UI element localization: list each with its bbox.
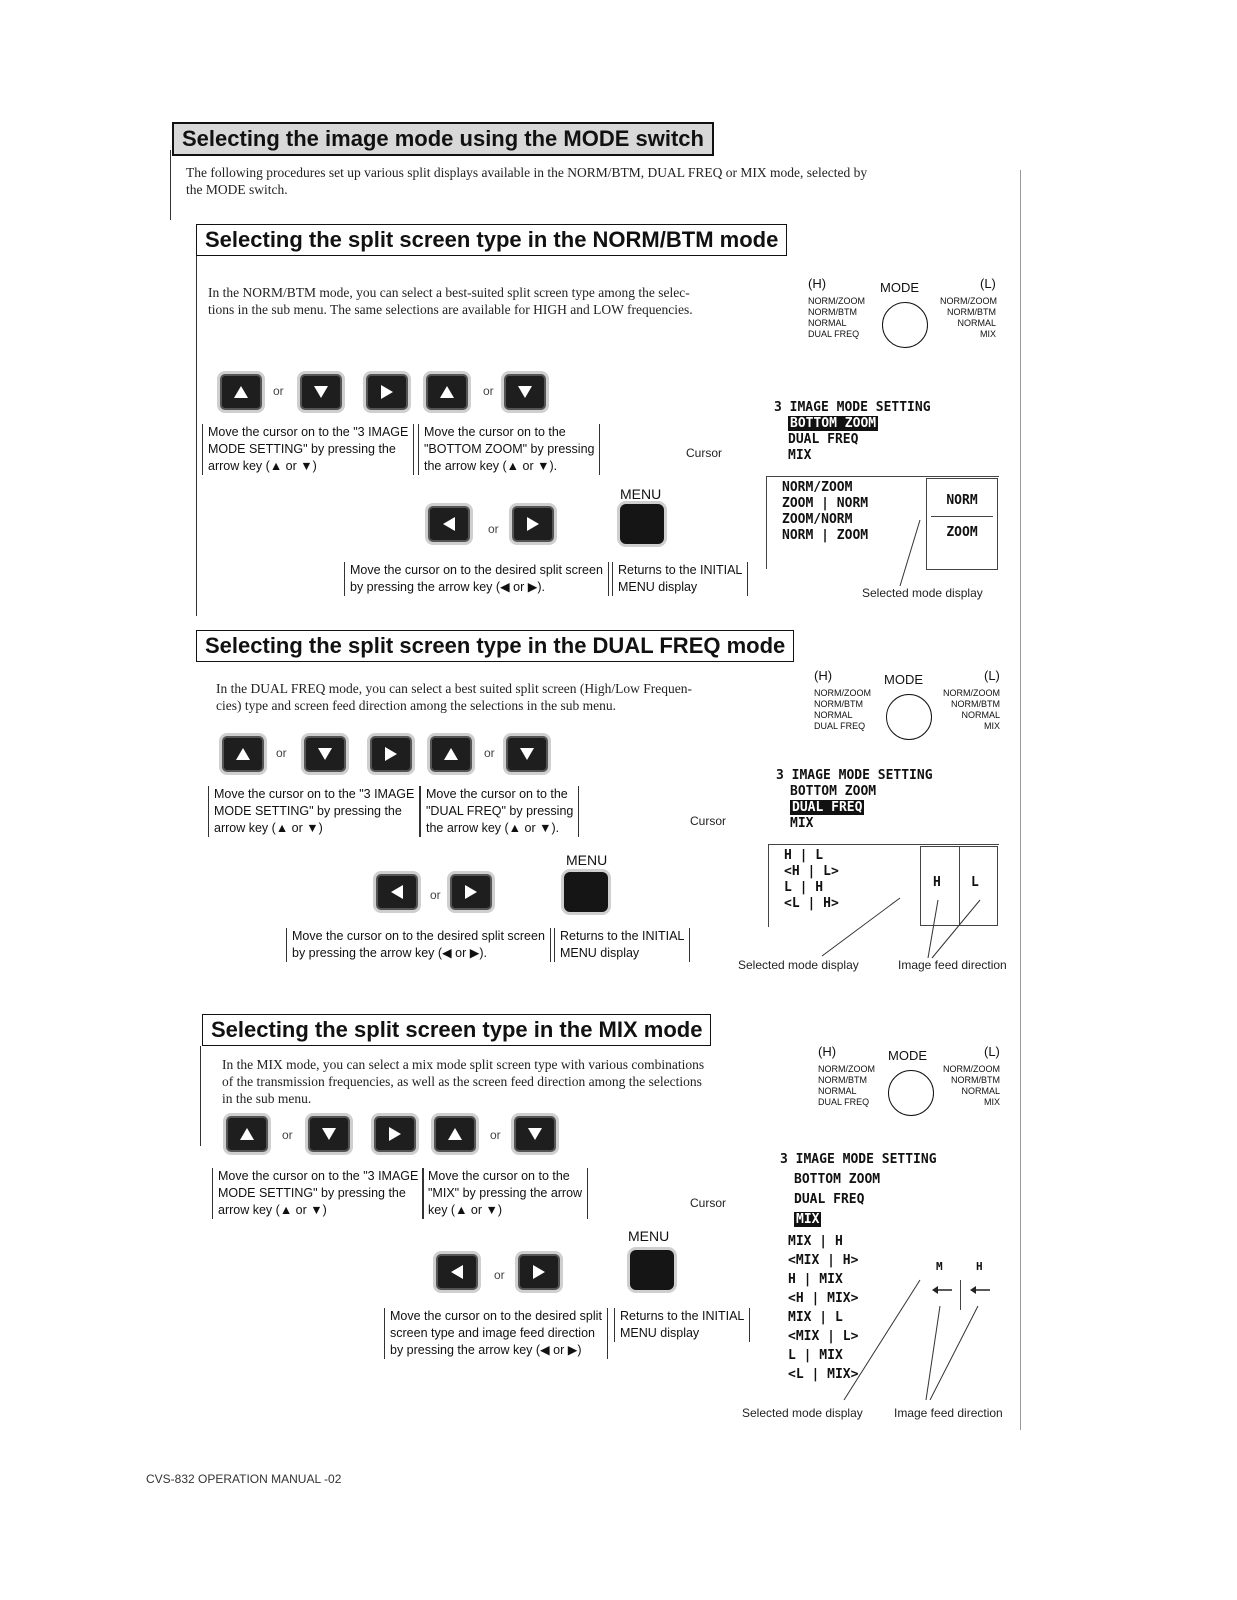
mode-dial (818, 1046, 1008, 1126)
dual-step3-note (286, 928, 551, 962)
mode-dial (808, 278, 998, 358)
up-arrow-key[interactable] (220, 374, 262, 410)
step-text: MODE SETTING" by pressing the (218, 1186, 406, 1200)
step-text: Move the cursor on to the (424, 425, 566, 439)
up-arrow-key[interactable] (426, 374, 468, 410)
submenu-item[interactable]: <L | H> (784, 896, 839, 911)
image-feed-direction-label: Image feed direction (898, 958, 1007, 972)
dual-intro-line: In the DUAL FREQ mode, you can select a best suited split screen (High/Low Frequen- (216, 681, 693, 696)
screen-item[interactable]: MIX (790, 816, 814, 831)
dial-high-label: (H) (808, 276, 827, 291)
dial-option: NORM/BTM (818, 1075, 867, 1085)
or-label: or (276, 746, 287, 760)
step-text: arrow key (▲ or ▼) (218, 1203, 327, 1217)
down-arrow-icon (318, 748, 332, 760)
step-text: by pressing the arrow key (◀ or ▶) (390, 1343, 582, 1357)
cursor-label: Cursor (686, 446, 723, 460)
selected-mode-display-label: Selected mode display (862, 586, 983, 600)
left-arrow-key[interactable] (376, 874, 418, 910)
down-arrow-key[interactable] (506, 736, 548, 772)
right-arrow-key[interactable] (450, 874, 492, 910)
preview-right: L (971, 875, 979, 890)
selected-mode-display-label: Selected mode display (738, 958, 859, 972)
mix-step1-note (212, 1168, 424, 1219)
dial-option: NORM/ZOOM (940, 296, 997, 306)
up-arrow-icon (236, 748, 250, 760)
submenu-item[interactable]: NORM/ZOOM (782, 480, 853, 495)
step-text: screen type and image feed direction (390, 1326, 595, 1340)
or-label: or (484, 746, 495, 760)
mix-returns-note (614, 1308, 750, 1342)
submenu-item[interactable]: <H | MIX> (788, 1291, 859, 1306)
screen-header: 3 IMAGE MODE SETTING (776, 768, 933, 783)
preview-bottom: ZOOM (946, 525, 978, 540)
dial-knob[interactable] (888, 1070, 934, 1116)
screen-item-selected[interactable]: DUAL FREQ (792, 800, 863, 815)
step-text: "MIX" by pressing the arrow (428, 1186, 583, 1200)
step-text: Move the cursor on to the "3 IMAGE (208, 425, 409, 439)
right-arrow-icon (527, 517, 539, 531)
step-text: "DUAL FREQ" by pressing (426, 804, 574, 818)
leader-lines (820, 896, 1000, 962)
dial-mode-label: MODE (880, 280, 919, 295)
mix-intro-line: of the transmission frequencies, as well as the screen feed direction among the selections (222, 1074, 702, 1089)
dial-knob[interactable] (886, 694, 932, 740)
dial-option: NORM/ZOOM (808, 296, 865, 306)
dial-option: NORMAL (814, 710, 853, 720)
dial-option: NORMAL (957, 318, 996, 328)
up-arrow-icon (234, 386, 248, 398)
right-arrow-icon (381, 385, 393, 399)
menu-key[interactable] (630, 1250, 674, 1290)
dial-high-label: (H) (818, 1044, 837, 1059)
cursor-label: Cursor (690, 814, 727, 828)
dial-option: NORM/BTM (947, 307, 996, 317)
down-arrow-icon (314, 386, 328, 398)
down-arrow-icon (528, 1128, 542, 1140)
dial-option: NORM/ZOOM (818, 1064, 875, 1074)
step-text: Move the cursor on to the (428, 1169, 570, 1183)
screen-header: 3 IMAGE MODE SETTING (780, 1152, 937, 1167)
screen-item[interactable]: MIX (788, 448, 812, 463)
dial-option: NORM/ZOOM (943, 1064, 1000, 1074)
mix-intro (222, 1056, 704, 1107)
right-arrow-key[interactable] (370, 736, 412, 772)
submenu-item[interactable]: H | L (784, 848, 824, 863)
main-intro-line: the MODE switch. (186, 182, 288, 197)
main-intro-line: The following procedures set up various split displays available in the NORM/BTM, DUAL FREQ or MIX mode, selected by (186, 165, 868, 180)
down-arrow-icon (322, 1128, 336, 1140)
step-text: arrow key (▲ or ▼) (208, 459, 317, 473)
dual-intro-line: cies) type and screen feed direction among the selections in the sub menu. (216, 698, 616, 713)
right-arrow-key[interactable] (512, 506, 554, 542)
dual-screen (776, 768, 933, 832)
submenu-item[interactable]: MIX | H (788, 1234, 843, 1249)
dial-right-options (942, 1064, 1000, 1108)
right-arrow-icon (389, 1127, 401, 1141)
right-arrow-key[interactable] (374, 1116, 416, 1152)
footer-text: CVS-832 OPERATION MANUAL -02 (146, 1472, 342, 1486)
preview-top: NORM (946, 493, 978, 508)
up-arrow-icon (444, 748, 458, 760)
menu-label: MENU (628, 1228, 670, 1244)
step-text: Move the cursor on to the "3 IMAGE (218, 1169, 419, 1183)
left-arrow-key[interactable] (436, 1254, 478, 1290)
dual-intro (216, 680, 692, 714)
norm-intro (208, 284, 693, 318)
mix-step3-note (384, 1308, 608, 1359)
step-text: by pressing the arrow key (◀ or ▶). (350, 580, 545, 594)
menu-label: MENU (566, 852, 608, 868)
dial-right-options (942, 688, 1000, 732)
down-arrow-key[interactable] (514, 1116, 556, 1152)
dial-option: MIX (979, 329, 996, 339)
or-label: or (483, 384, 494, 398)
norm-section-title: Selecting the split screen type in the NORM/BTM mode (196, 224, 787, 256)
step-text: MENU display (560, 946, 640, 960)
step-text: Move the cursor on to the (426, 787, 568, 801)
submenu-item[interactable]: ZOOM/NORM (782, 512, 853, 527)
selected-mode-display-label: Selected mode display (742, 1406, 863, 1420)
up-arrow-key[interactable] (226, 1116, 268, 1152)
dial-option: NORM/BTM (814, 699, 863, 709)
up-arrow-key[interactable] (222, 736, 264, 772)
dial-knob[interactable] (882, 302, 928, 348)
mix-step2-note (422, 1168, 588, 1219)
dial-option: MIX (983, 1097, 1000, 1107)
dial-option: NORM/ZOOM (814, 688, 871, 698)
step-text: MENU display (620, 1326, 700, 1340)
down-arrow-key[interactable] (308, 1116, 350, 1152)
up-arrow-icon (240, 1128, 254, 1140)
dual-returns-note (554, 928, 690, 962)
menu-key[interactable] (564, 872, 608, 912)
norm-step1-note (202, 424, 414, 475)
left-arrow-key[interactable] (428, 506, 470, 542)
step-text: Returns to the INITIAL (620, 1309, 745, 1323)
screen-item[interactable]: BOTTOM ZOOM (790, 784, 877, 799)
norm-returns-note (612, 562, 748, 596)
down-arrow-icon (518, 386, 532, 398)
step-text: Returns to the INITIAL (560, 929, 685, 943)
screen-item[interactable]: BOTTOM ZOOM (794, 1172, 881, 1187)
left-arrow-icon (391, 885, 403, 899)
down-arrow-key[interactable] (300, 374, 342, 410)
dial-left-options (814, 688, 871, 732)
dual-section-title: Selecting the split screen type in the DUAL FREQ mode (196, 630, 794, 662)
menu-label: MENU (620, 486, 662, 502)
screen-item-selected[interactable]: BOTTOM ZOOM (790, 416, 877, 431)
submenu-item[interactable]: <MIX | H> (788, 1253, 859, 1268)
up-arrow-icon (448, 1128, 462, 1140)
submenu-item[interactable]: L | MIX (788, 1348, 843, 1363)
norm-step2-note (418, 424, 600, 475)
norm-intro-line: tions in the sub menu. The same selections are available for HIGH and LOW frequencies. (208, 302, 693, 317)
leader-lines (840, 1276, 990, 1406)
preview-left: H (933, 875, 941, 890)
dial-low-label: (L) (984, 1044, 1000, 1059)
dial-low-label: (L) (984, 668, 1000, 683)
dual-step1-note (208, 786, 420, 837)
dual-step2-note (420, 786, 579, 837)
mix-intro-line: In the MIX mode, you can select a mix mode split screen type with various combinations (222, 1057, 705, 1072)
dial-option: NORM/BTM (951, 699, 1000, 709)
norm-intro-line: In the NORM/BTM mode, you can select a best-suited split screen type among the selec- (208, 285, 690, 300)
right-arrow-key[interactable] (366, 374, 408, 410)
step-text: MODE SETTING" by pressing the (214, 804, 402, 818)
or-label: or (273, 384, 284, 398)
dial-option: NORMAL (818, 1086, 857, 1096)
preview-left: M (936, 1260, 943, 1273)
down-arrow-key[interactable] (304, 736, 346, 772)
dial-mode-label: MODE (888, 1048, 927, 1063)
screen-item[interactable]: DUAL FREQ (788, 432, 859, 447)
main-intro (186, 164, 867, 198)
step-text: by pressing the arrow key (◀ or ▶). (292, 946, 487, 960)
preview-right: H (976, 1260, 983, 1273)
dial-option: NORM/BTM (808, 307, 857, 317)
step-text: key (▲ or ▼) (428, 1203, 503, 1217)
mix-intro-line: in the sub menu. (222, 1091, 312, 1106)
mix-screen (780, 1150, 937, 1230)
dial-high-label: (H) (814, 668, 833, 683)
dial-option: NORM/BTM (951, 1075, 1000, 1085)
screen-item[interactable]: DUAL FREQ (794, 1192, 865, 1207)
submenu-item[interactable]: NORM | ZOOM (782, 528, 869, 543)
right-arrow-key[interactable] (518, 1254, 560, 1290)
image-feed-direction-label: Image feed direction (894, 1406, 1003, 1420)
left-arrow-icon (443, 517, 455, 531)
screen-header: 3 IMAGE MODE SETTING (774, 400, 931, 415)
step-text: Move the cursor on to the "3 IMAGE (214, 787, 415, 801)
mode-dial (814, 670, 1004, 750)
up-arrow-key[interactable] (434, 1116, 476, 1152)
screen-item-selected[interactable]: MIX (796, 1212, 820, 1227)
cursor-label: Cursor (690, 1196, 727, 1210)
step-text: MENU display (618, 580, 698, 594)
dial-option: NORMAL (961, 710, 1000, 720)
dial-option: NORM/ZOOM (943, 688, 1000, 698)
right-arrow-icon (385, 747, 397, 761)
dial-left-options (808, 296, 865, 340)
or-label: or (494, 1268, 505, 1282)
dial-option: DUAL FREQ (818, 1097, 870, 1107)
step-text: Move the cursor on to the desired split screen (292, 929, 545, 943)
submenu-item[interactable]: H | MIX (788, 1272, 843, 1287)
norm-submenu (782, 480, 868, 544)
norm-step3-note (344, 562, 609, 596)
down-arrow-icon (520, 748, 534, 760)
dial-option: DUAL FREQ (808, 329, 860, 339)
dial-option: NORMAL (961, 1086, 1000, 1096)
step-text: MODE SETTING" by pressing the (208, 442, 396, 456)
dial-mode-label: MODE (884, 672, 923, 687)
submenu-item[interactable]: <MIX | L> (788, 1329, 859, 1344)
leader-line (880, 520, 940, 590)
norm-screen (774, 400, 931, 464)
dial-low-label: (L) (980, 276, 996, 291)
step-text: Returns to the INITIAL (618, 563, 743, 577)
submenu-item[interactable]: ZOOM | NORM (782, 496, 869, 511)
dial-option: NORMAL (808, 318, 847, 328)
submenu-item[interactable]: L | H (784, 880, 824, 895)
submenu-item[interactable]: <H | L> (784, 864, 839, 879)
dial-option: DUAL FREQ (814, 721, 866, 731)
step-text: Move the cursor on to the desired split screen (350, 563, 603, 577)
submenu-item[interactable]: <L | MIX> (788, 1367, 859, 1382)
dial-option: MIX (983, 721, 1000, 731)
step-text: "BOTTOM ZOOM" by pressing (424, 442, 595, 456)
dial-right-options (940, 296, 996, 340)
submenu-item[interactable]: MIX | L (788, 1310, 843, 1325)
or-label: or (282, 1128, 293, 1142)
left-arrow-icon (451, 1265, 463, 1279)
up-arrow-icon (440, 386, 454, 398)
step-text: Move the cursor on to the desired split (390, 1309, 602, 1323)
or-label: or (488, 522, 499, 536)
step-text: the arrow key (▲ or ▼). (424, 459, 558, 473)
down-arrow-key[interactable] (504, 374, 546, 410)
mix-section-title: Selecting the split screen type in the MIX mode (202, 1014, 711, 1046)
main-title: Selecting the image mode using the MODE switch (172, 122, 714, 156)
or-label: or (490, 1128, 501, 1142)
up-arrow-key[interactable] (430, 736, 472, 772)
step-text: arrow key (▲ or ▼) (214, 821, 323, 835)
right-arrow-icon (533, 1265, 545, 1279)
or-label: or (430, 888, 441, 902)
dial-left-options (818, 1064, 875, 1108)
step-text: the arrow key (▲ or ▼). (426, 821, 560, 835)
menu-key[interactable] (620, 504, 664, 544)
right-arrow-icon (465, 885, 477, 899)
